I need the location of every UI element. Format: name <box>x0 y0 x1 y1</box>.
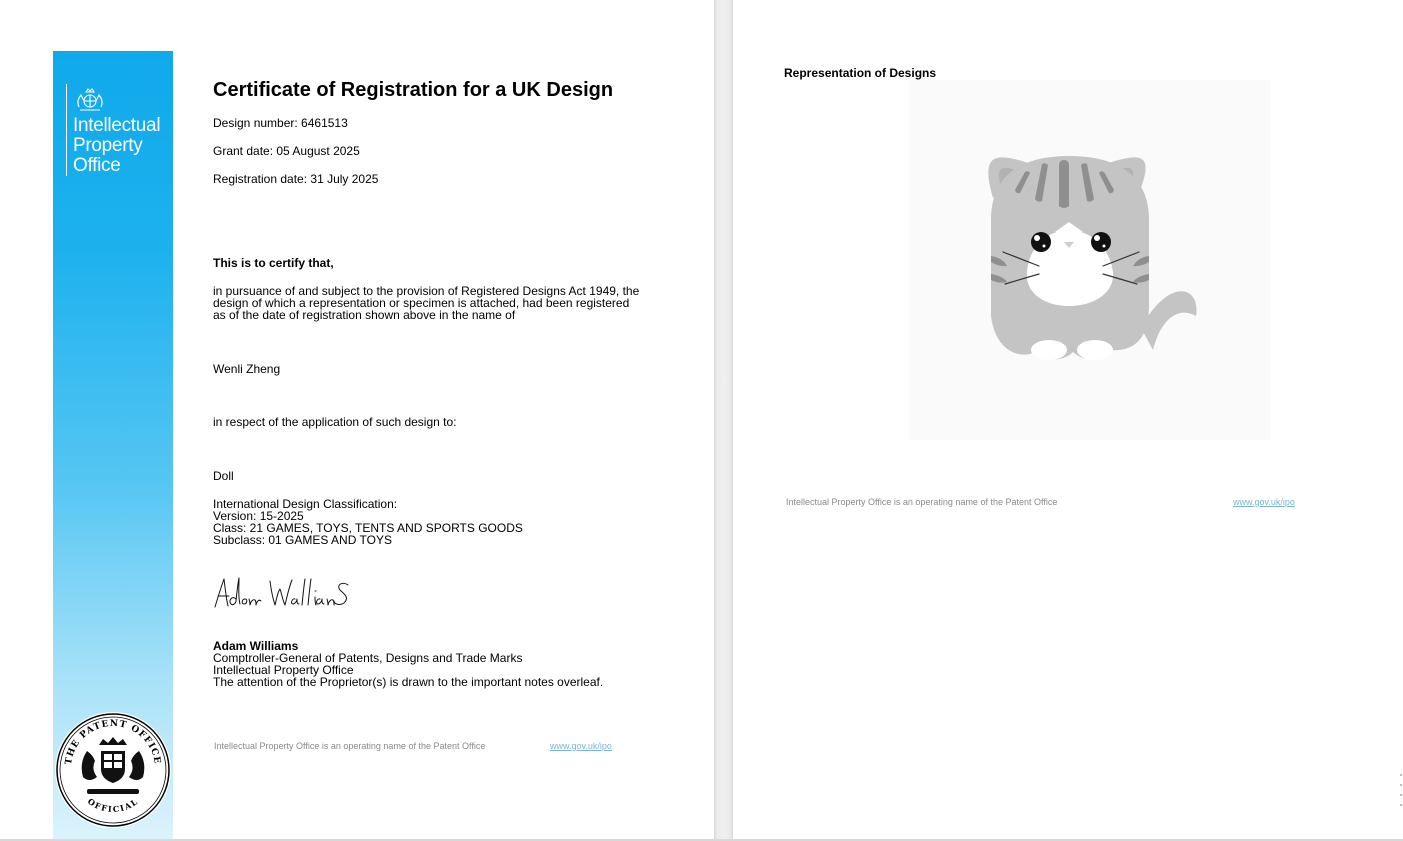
page1-footer-text: Intellectual Property Office is an operating name of the Patent Office <box>214 741 486 751</box>
application-text: in respect of the application of such design to: <box>213 415 457 429</box>
product-name: Doll <box>213 469 234 483</box>
paragraph-line: in pursuance of and subject to the provision of Registered Designs Act 1949, the <box>213 284 640 298</box>
design-representation-image <box>909 80 1270 440</box>
ipo-name-line: Property <box>73 135 143 156</box>
certificate-title: Certificate of Registration for a UK Design <box>213 79 614 101</box>
ipo-name-line: Office <box>73 155 121 176</box>
brand-divider <box>66 84 67 176</box>
royal-crest-icon <box>73 85 107 113</box>
representation-title: Representation of Designs <box>784 66 937 80</box>
signatory-block <box>213 640 603 688</box>
design-number: Design number: 6461513 <box>213 116 348 130</box>
signatory-name: Adam Williams <box>213 639 299 653</box>
ipo-brand-band <box>53 51 173 841</box>
classification-class: Class: 21 GAMES, TOYS, TENTS AND SPORTS GOODS <box>213 521 523 535</box>
ipo-wordmark <box>73 116 160 176</box>
signatory-role: Comptroller-General of Patents, Designs and Trade Marks <box>213 651 523 665</box>
paragraph-line: as of the date of registration shown above in the name of <box>213 308 516 322</box>
classification-subclass: Subclass: 01 GAMES AND TOYS <box>213 533 392 547</box>
scroll-indicator[interactable] <box>1399 772 1403 812</box>
svg-text:OFFICIAL: OFFICIAL <box>85 795 141 815</box>
page-gutter <box>714 0 733 841</box>
paragraph-line: design of which a representation or specimen is attached, had been registered <box>213 296 630 310</box>
page2-footer-link[interactable]: www.gov.uk/ipo <box>1233 497 1295 507</box>
cat-doll-illustration <box>909 80 1270 440</box>
grant-date: Grant date: 05 August 2025 <box>213 144 360 158</box>
page1-footer-link[interactable]: www.gov.uk/ipo <box>550 741 612 751</box>
handwritten-signature <box>212 575 352 611</box>
classification-heading: International Design Classification: <box>213 497 398 511</box>
proprietor-name: Wenli Zheng <box>213 362 281 376</box>
representation-page <box>733 0 1403 841</box>
registration-date: Registration date: 31 July 2025 <box>213 172 379 186</box>
ipo-name-line: Intellectual <box>73 115 161 136</box>
page2-footer-text: Intellectual Property Office is an operating name of the Patent Office <box>786 497 1058 507</box>
design-classification <box>213 498 523 546</box>
pursuance-paragraph <box>213 285 639 321</box>
classification-version: Version: 15-2025 <box>213 509 304 523</box>
signatory-office: Intellectual Property Office <box>213 663 354 677</box>
proprietor-note: The attention of the Proprietor(s) is drawn to the important notes overleaf. <box>213 675 604 689</box>
certify-heading: This is to certify that, <box>213 256 334 270</box>
svg-text:THE PATENT OFFICE: THE PATENT OFFICE <box>64 718 162 766</box>
patent-office-seal <box>53 695 173 835</box>
